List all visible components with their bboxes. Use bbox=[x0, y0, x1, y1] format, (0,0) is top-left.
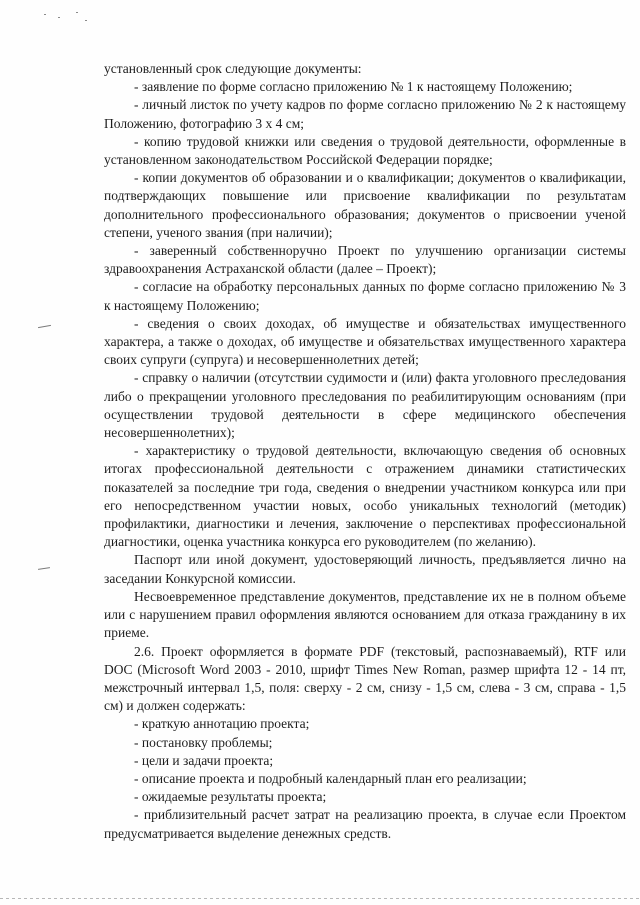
binding-hole-mark bbox=[38, 325, 51, 328]
list-item: - личный листок по учету кадров по форме согласно приложению № 2 к настоящему Положению, фотографию 3 х 4 см; bbox=[104, 97, 626, 131]
scan-speck bbox=[44, 14, 46, 15]
list-item: - характеристику о трудовой деятельности, включающую сведения об основных итогах профессиональной деятельности с отражением динамики статистических показателей за последние три года, сведения о внедрении участником конкурса или при его непосредственном участии новых, особо уникальных технологий (методик) профилактики, диагностики и лечения, заключение о перспективах профессиональной диагностики, оценка участника конкурса его руководителем (по желанию). bbox=[104, 443, 626, 550]
list-item: - копию трудовой книжки или сведения о трудовой деятельности, оформленные в установленном законодательством Российской Федерации порядке; bbox=[104, 133, 626, 168]
scan-speck bbox=[76, 12, 78, 13]
list-item: - заверенный собственноручно Проект по улучшению организации системы здравоохранения Астраханской области (далее – Проект); bbox=[104, 243, 626, 277]
scan-speck bbox=[85, 20, 87, 21]
paragraph: Паспорт или иной документ, удостоверяющий личность, предъявляется лично на заседании Конкурсной комиссии. bbox=[104, 552, 626, 586]
list-item: - согласие на обработку персональных данных по форме согласно приложению № 3 к настоящему Положению; bbox=[104, 279, 626, 313]
list-item: - краткую аннотацию проекта; bbox=[134, 716, 310, 732]
list-item: - копии документов об образовании и о квалификации; документов о квалификации, подтверждающих повышение или присвоение квалификации по результатам дополнительного профессионального образования; документов о присвоении ученой степени, ученого звания (при наличии); bbox=[104, 170, 626, 240]
paragraph: установленный срок следующие документы: bbox=[104, 61, 362, 76]
list-item: - справку о наличии (отсутствии судимости и (или) факта уголовного преследования либо о прекращении уголовного преследования по реабилитирующим основаниям (при осуществлении трудовой деятельности в сфере медицинского обеспечения несовершеннолетних); bbox=[104, 370, 626, 441]
paragraph: Несвоевременное представление документов, представление их не в полном объеме или с нарушением правил оформления являются основанием для отказа гражданину в их приеме. bbox=[104, 588, 626, 641]
list-item: - описание проекта и подробный календарный план его реализации; bbox=[134, 770, 527, 786]
binding-hole-mark bbox=[38, 567, 50, 570]
scan-bottom-edge bbox=[0, 898, 640, 899]
scan-speck bbox=[58, 17, 60, 18]
list-item: - заявление по форме согласно приложению № 1 к настоящему Положению; bbox=[134, 79, 573, 95]
list-item: - приблизительный расчет затрат на реализацию проекта, в случае если Проектом предусматривается выделение денежных средств. bbox=[104, 807, 626, 841]
list-item: - цели и задачи проекта; bbox=[134, 752, 274, 768]
section-paragraph: 2.6. Проект оформляется в формате PDF (текстовый, распознаваемый), RTF или DOC (Microsoft Word 2003 - 2010, шрифт Times New Roman, размер шрифта 12 - 14 пт, межстрочный интервал 1,5, поля: сверху - 2 см, снизу - 1,5 см, слева - 3 см, справа - 1,5 см) и должен содержать: bbox=[104, 643, 626, 714]
list-item: - сведения о своих доходах, об имуществе и обязательствах имущественного характера, а также о доходах, об имуществе и обязательствах имущественного характера своих супруги (супруга) и несовершеннолетних детей; bbox=[104, 315, 626, 368]
document-body bbox=[104, 60, 626, 843]
list-item: - постановку проблемы; bbox=[134, 734, 273, 750]
list-item: - ожидаемые результаты проекта; bbox=[134, 789, 327, 805]
